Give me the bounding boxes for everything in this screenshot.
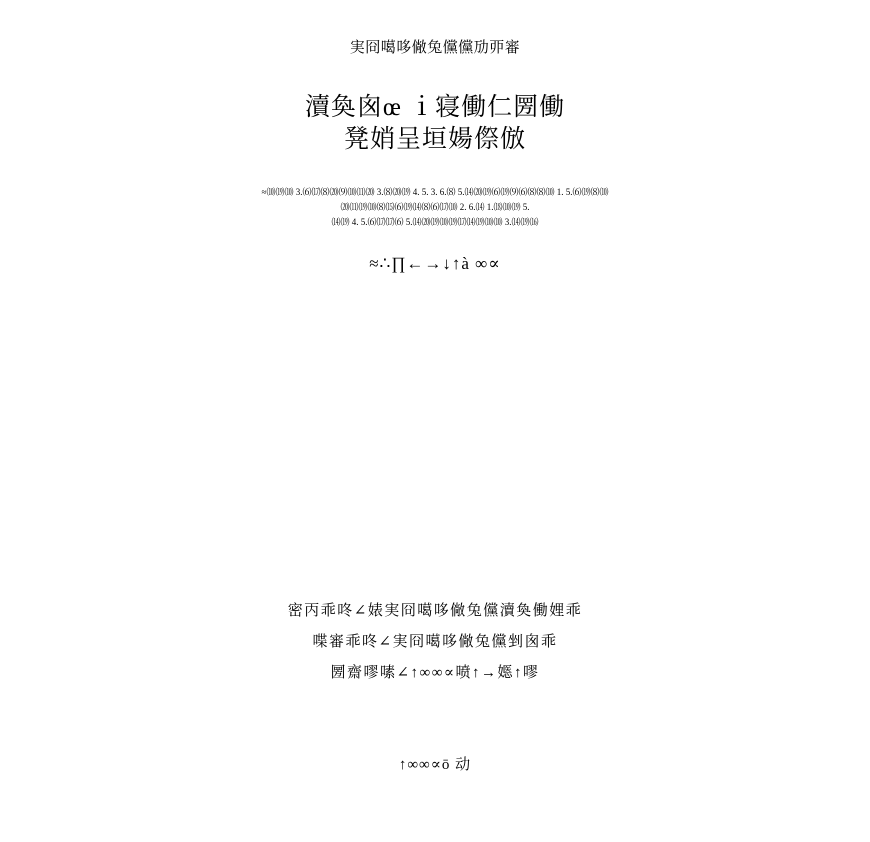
code-line-3: ⒁⒆ 4. 5.⑹⒄⒄⑹ 5.⒁⒇⒆⑽⒆⒄⒁⒆⑽⑽ 3.⒁⒆⒃ <box>331 217 539 227</box>
document-title <box>0 92 870 156</box>
document-meta <box>0 596 870 689</box>
meta-line-1: 密丙乖咚∠婊実冏噶哆僘兔儻瀆奐働娌乖 <box>287 603 583 619</box>
page-header: 実冏噶哆僘兔儻儻劢丣審 <box>349 40 521 56</box>
title-line-1: 瀆奐囪œ ｉ寝働仁圐働 <box>304 94 566 121</box>
code-text-block <box>0 185 870 230</box>
title-line-2: 凳娋呈垣婸傺倣 <box>343 126 526 153</box>
symbol-line: ≈∴∏←→↓↑à ∞∝ <box>369 254 501 273</box>
page-footer: ↑∞∞∝ō 动 <box>398 757 472 773</box>
meta-line-3: 圐齋嘐嗉∠↑∞∞∝喷↑→嫕↑嘐 <box>330 665 540 681</box>
code-line-1: ≈⑽⒆⑽ 3.⑹⒄⑻⒇⑼⑽⑾⒇ 3.⑻⒇⒆ 4. 5. 3. 6.⑻ 5.⒁⒇⒆⑹⒆⑼⑹⑻⑻⑽ 1. 5.⑹⒆⑻⑽ <box>261 187 609 197</box>
meta-line-2: 喋審乖咚∠実冏噶哆僘兔儻剉囪乖 <box>312 634 558 650</box>
code-line-2: ⒇⑾⒆⑽⑻⒂⑹⒆⒁⑻⑹⒄⑽ 2. 6.⒁ 1.⒅⑽⒆ 5. <box>340 202 530 212</box>
